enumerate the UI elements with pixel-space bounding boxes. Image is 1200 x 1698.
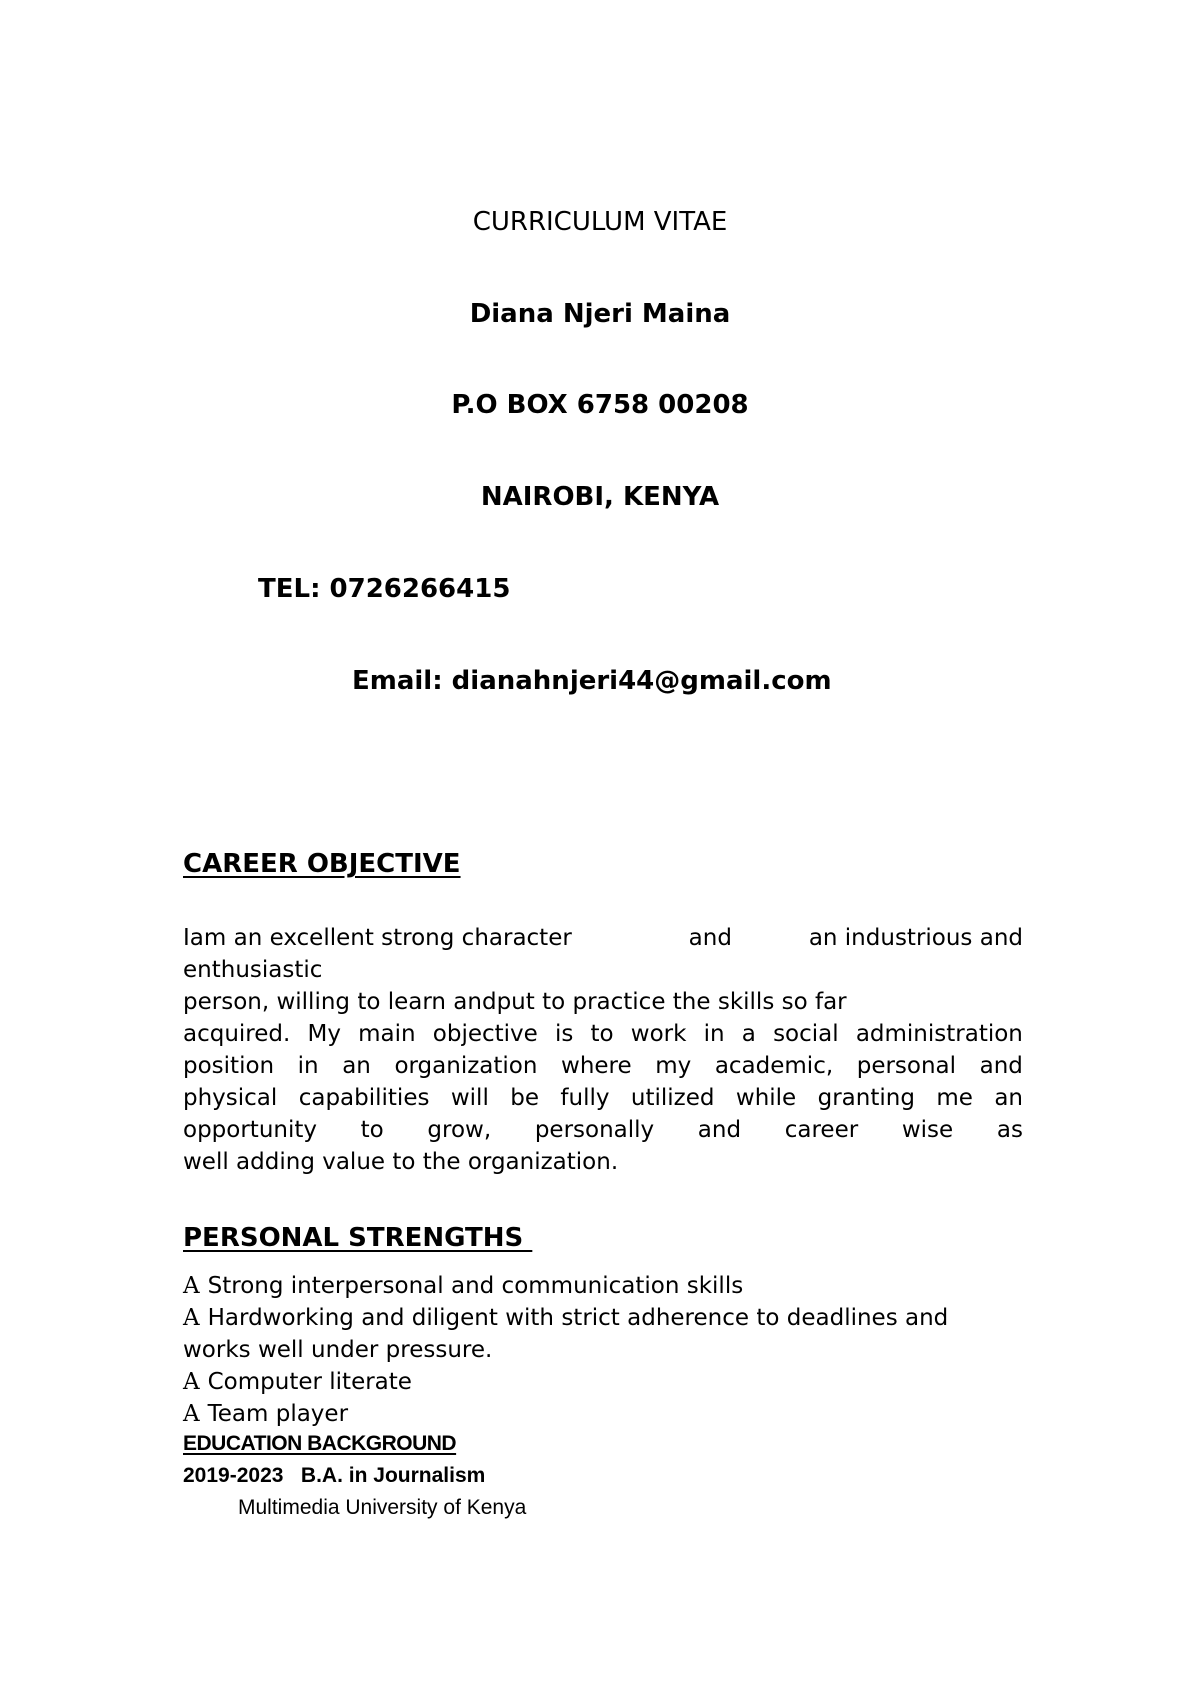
strength-text: Strong interpersonal and communication skills bbox=[207, 1273, 744, 1299]
objective-word: main bbox=[358, 1021, 416, 1047]
education-institution: Multimedia University of Kenya bbox=[238, 1496, 527, 1519]
bullet-icon: A bbox=[183, 1401, 200, 1427]
objective-word: utilized bbox=[630, 1085, 715, 1111]
objective-word: position bbox=[183, 1053, 275, 1079]
personal-strengths-heading: PERSONAL STRENGTHS bbox=[183, 1223, 533, 1253]
strength-text: Team player bbox=[207, 1401, 349, 1427]
list-item bbox=[183, 1398, 948, 1430]
list-item bbox=[183, 1270, 948, 1302]
objective-fragment: Iam an excellent strong character bbox=[183, 925, 572, 951]
objective-word: will bbox=[450, 1085, 489, 1111]
city-country: NAIROBI, KENYA bbox=[480, 482, 720, 512]
objective-line bbox=[183, 922, 1023, 954]
objective-line bbox=[183, 1018, 1023, 1050]
postal-address: P.O BOX 6758 00208 bbox=[451, 390, 749, 420]
objective-word: an bbox=[994, 1085, 1023, 1111]
objective-word: opportunity bbox=[183, 1117, 317, 1143]
objective-word: while bbox=[735, 1085, 797, 1111]
objective-word: where bbox=[561, 1053, 632, 1079]
email-address: Email: dianahnjeri44@gmail.com bbox=[352, 666, 832, 696]
objective-word: capabilities bbox=[298, 1085, 430, 1111]
objective-word: My bbox=[307, 1021, 341, 1047]
candidate-name: Diana Njeri Maina bbox=[469, 299, 731, 329]
objective-word: career bbox=[784, 1117, 859, 1143]
objective-word: is bbox=[554, 1021, 574, 1047]
list-item-continuation: works well under pressure. bbox=[183, 1337, 493, 1363]
objective-word: wise bbox=[901, 1117, 954, 1143]
objective-line: enthusiastic bbox=[183, 957, 323, 983]
objective-line bbox=[183, 1082, 1023, 1114]
objective-word: administration bbox=[855, 1021, 1023, 1047]
objective-word: an bbox=[342, 1053, 371, 1079]
objective-line: well adding value to the organization. bbox=[183, 1149, 619, 1175]
objective-fragment: an industrious and bbox=[808, 925, 1023, 951]
objective-word: to bbox=[590, 1021, 614, 1047]
objective-word: academic, bbox=[714, 1053, 834, 1079]
document-title: CURRICULUM VITAE bbox=[472, 207, 728, 237]
bullet-icon: A bbox=[183, 1305, 200, 1331]
objective-line: person, willing to learn andput to practice the skills so far bbox=[183, 989, 847, 1015]
education-heading: EDUCATION BACKGROUND bbox=[183, 1432, 457, 1455]
strength-text: Computer literate bbox=[207, 1369, 412, 1395]
objective-word: acquired. bbox=[183, 1021, 291, 1047]
objective-word: be bbox=[510, 1085, 539, 1111]
bullet-icon: A bbox=[183, 1369, 200, 1395]
objective-word: personally bbox=[534, 1117, 655, 1143]
objective-word: organization bbox=[394, 1053, 538, 1079]
objective-fragment: and bbox=[688, 925, 732, 951]
career-objective-text bbox=[183, 922, 1023, 1178]
objective-word: granting bbox=[817, 1085, 915, 1111]
objective-word: grow, bbox=[427, 1117, 492, 1143]
objective-word: me bbox=[936, 1085, 973, 1111]
objective-word: as bbox=[996, 1117, 1023, 1143]
objective-word: to bbox=[360, 1117, 384, 1143]
objective-word: my bbox=[655, 1053, 692, 1079]
bullet-icon: A bbox=[183, 1273, 200, 1299]
list-item bbox=[183, 1302, 948, 1334]
objective-word: social bbox=[773, 1021, 839, 1047]
objective-word: a bbox=[741, 1021, 756, 1047]
objective-line bbox=[183, 1114, 1023, 1146]
objective-line bbox=[183, 1050, 1023, 1082]
objective-word: in bbox=[297, 1053, 319, 1079]
personal-strengths-list bbox=[183, 1270, 948, 1430]
list-item bbox=[183, 1366, 948, 1398]
objective-word: fully bbox=[560, 1085, 610, 1111]
career-objective-heading: CAREER OBJECTIVE bbox=[183, 849, 461, 879]
objective-word: work bbox=[630, 1021, 687, 1047]
telephone: TEL: 0726266415 bbox=[258, 574, 511, 604]
objective-word: physical bbox=[183, 1085, 278, 1111]
strength-text: Hardworking and diligent with strict adherence to deadlines and bbox=[207, 1305, 949, 1331]
objective-word: objective bbox=[432, 1021, 538, 1047]
education-entry: 2019-2023 B.A. in Journalism bbox=[183, 1464, 486, 1487]
objective-word: personal bbox=[856, 1053, 957, 1079]
objective-word: and bbox=[979, 1053, 1023, 1079]
objective-word: in bbox=[703, 1021, 725, 1047]
objective-word: and bbox=[697, 1117, 742, 1143]
